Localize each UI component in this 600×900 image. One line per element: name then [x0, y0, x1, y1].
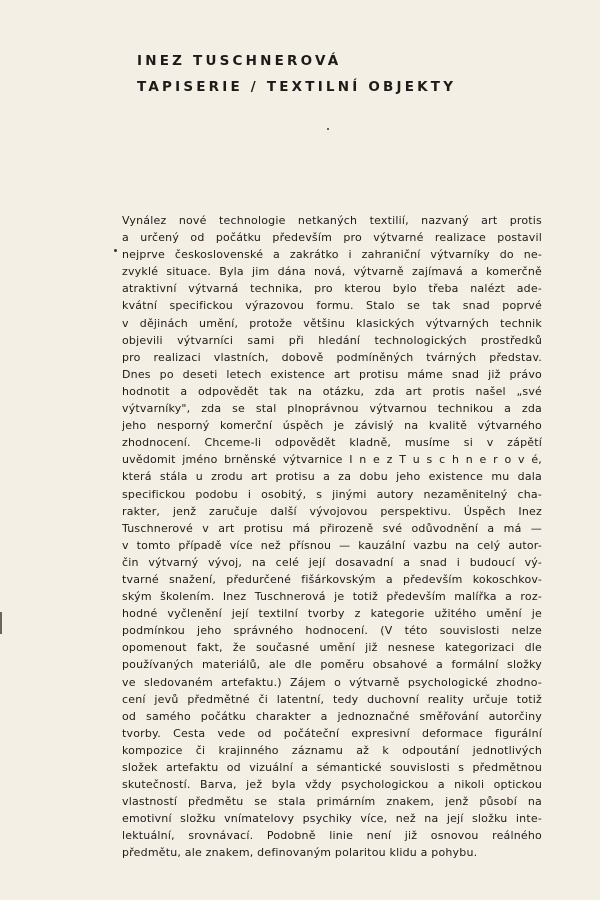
- margin-speck: [114, 249, 117, 252]
- body-text-line: skutečností. Barva, jež byla vždy psychologickou a nikoli optickou: [122, 778, 542, 792]
- body-text-line: kompozice či krajinného záznamu až k odpoutání jednotlivých: [122, 743, 542, 757]
- body-text-line: používaných materiálů, ale dle poměru obsahové a formální složky: [122, 658, 542, 672]
- body-text-line: Dnes po deseti letech existence art protisu máme snad již právo: [122, 367, 542, 381]
- body-text-line: rakter, jenž zaručuje další vývojovou perspektivu. Úspěch Inez: [122, 504, 542, 518]
- body-text-line: složek artefaktu od vizuální a sémantické souvislosti s předmětnou: [122, 761, 542, 774]
- body-text-line: Tuschnerové v art protisu má přirozeně své odůvodnění a má —: [122, 521, 542, 535]
- body-text-line: atraktivní výtvarná technika, pro kterou bylo třeba nalézt ade-: [122, 282, 542, 296]
- page-speck: [327, 128, 329, 130]
- body-text-line: specifickou podobu i osobitý, s jinými autory nezaměnitelný cha-: [122, 487, 542, 501]
- body-text-line: předmětu, ale znakem, definovaným polaritou klidu a pohybu.: [122, 846, 478, 860]
- body-text-line: opomenout fakt, že současné umění již nesnese kategorizaci dle: [122, 641, 542, 655]
- body-text-line: v tomto případě více než přísnou — kauzální vazbu na celý autor-: [122, 538, 542, 552]
- body-text-line: výtvarníky", zda se stal plnoprávnou výtvarnou technikou a zda: [122, 402, 542, 416]
- body-text-line: emotivní složku vnímatelovy psychiky více, než na její složku inte-: [122, 812, 542, 826]
- body-text-line: v dějinách umění, protože většinu klasických výtvarných technik: [122, 316, 542, 330]
- page-edge-mark: [0, 612, 2, 634]
- body-text-line: zhodnocení. Chceme-li odpovědět kladně, musíme si v zápětí: [122, 436, 542, 450]
- author-name: INEZ TUSCHNEROVÁ: [137, 53, 342, 69]
- body-text-line: vlastností předmětu se stala primárním znakem, jenž působí na: [122, 795, 542, 809]
- body-text-line: kvátní specifickou výrazovou formu. Stalo se tak snad poprvé: [122, 299, 542, 313]
- body-text-line: hodné vyčlenění její textilní tvorby z kategorie užitého umění je: [122, 607, 542, 621]
- title-block: [137, 48, 557, 100]
- body-text-line: nejprve československé a zakrátko i zahraniční výtvarníky do ne-: [122, 248, 542, 262]
- body-text-line: ským školením. Inez Tuschnerová je totiž především malířka a roz-: [122, 590, 542, 604]
- document-subtitle: TAPISERIE / TEXTILNÍ OBJEKTY: [137, 79, 457, 95]
- body-text-line: lektuální, srovnávací. Podobně linie není již osnovou reálného: [122, 829, 542, 843]
- body-text-line: Vynález nové technologie netkaných textilií, nazvaný art protis: [122, 214, 542, 227]
- body-text-line: cení jevů předmětné či latentní, tedy duchovní reality určuje totiž: [122, 692, 542, 706]
- body-text-line: od samého počátku charakter a jednoznačné směřování autorčiny: [122, 709, 542, 723]
- body-text-line: tvorby. Cesta vede od počáteční expresivní deformace figurální: [122, 726, 542, 740]
- body-text-line: tvarné snažení, předurčené fišárkovským a především kokoschkov-: [122, 572, 542, 586]
- body-text-line: objevili výtvarníci sami při hledání technologických prostředků: [122, 333, 542, 347]
- body-text-line: která stála u zrodu art protisu a za dobu jeho existence mu dala: [122, 470, 542, 484]
- body-text-line: podmínkou jeho správného hodnocení. (V této souvislosti nelze: [122, 624, 542, 638]
- article-body: [122, 212, 542, 862]
- body-text-line: ve sledovaném artefaktu.) Zájem o výtvarně psychologické zhodno-: [122, 675, 542, 689]
- body-text-line: jeho nesporný komerční úspěch je závislý na kvalitě výtvarného: [122, 419, 542, 433]
- body-text-line: uvědomit jméno brněnské výtvarnice I n e z T u s c h n e r o v é,: [122, 453, 542, 467]
- body-text-line: pro realizaci vlastních, dobově podmíněných tvárných představ.: [122, 350, 542, 364]
- body-text-line: zvyklé situace. Byla jim dána nová, výtvarně zajímavá a komerčně: [122, 265, 542, 279]
- body-text-line: a určený od počátku především pro výtvarné realizace postavil: [122, 231, 542, 245]
- body-text-line: čin výtvarný vývoj, na celé její dosavadní a snad i budoucí vý-: [122, 555, 542, 569]
- body-text-line: hodnotit a odpovědět tak na otázku, zda art protis našel „své: [122, 384, 542, 398]
